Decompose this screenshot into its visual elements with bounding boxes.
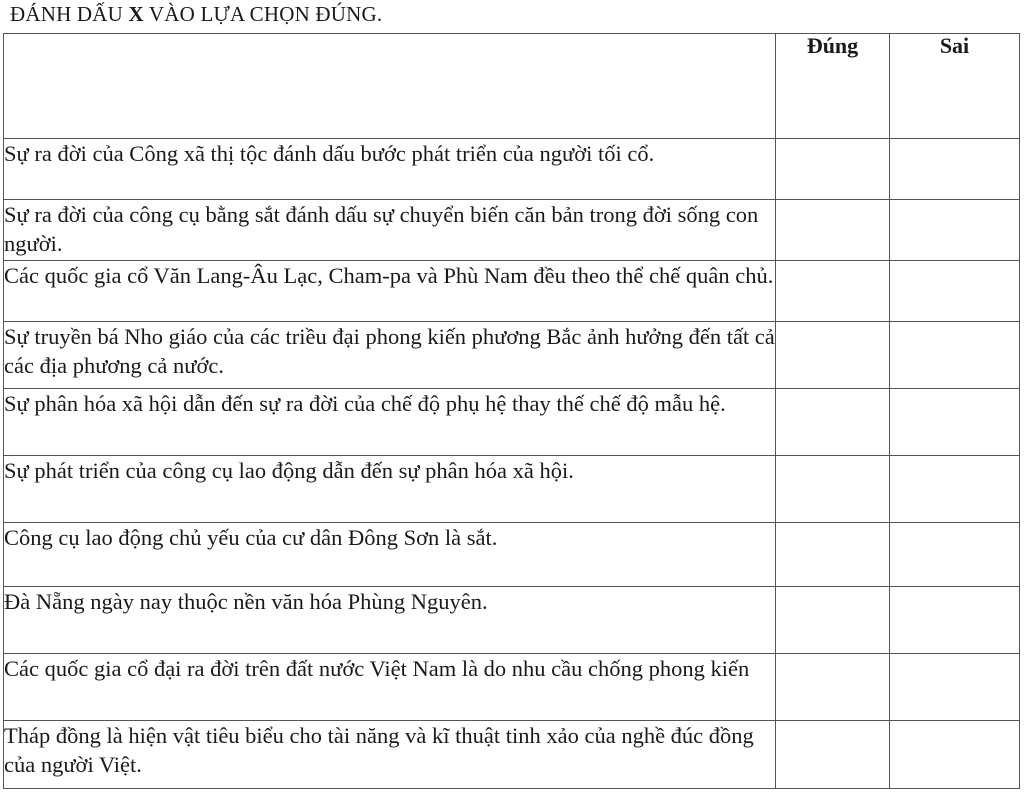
statement-text: Đà Nẵng ngày nay thuộc nền văn hóa Phùng Nguyên. (4, 587, 776, 654)
statement-text: Sự truyền bá Nho giáo của các triều đại phong kiến phương Bắc ảnh hưởng đến tất cả các địa phương cả nước. (4, 322, 776, 389)
false-answer-cell[interactable] (890, 721, 1020, 789)
false-answer-cell[interactable] (890, 389, 1020, 456)
true-answer-cell[interactable] (776, 456, 890, 523)
heading-suffix: VÀO LỰA CHỌN ĐÚNG. (143, 2, 383, 26)
table-row (4, 389, 1020, 456)
false-answer-cell[interactable] (890, 322, 1020, 389)
heading-prefix: ĐÁNH DẤU (10, 2, 129, 26)
false-answer-cell[interactable] (890, 139, 1020, 200)
statement-text: Sự phân hóa xã hội dẫn đến sự ra đời của chế độ phụ hệ thay thế chế độ mẫu hệ. (4, 389, 776, 456)
statement-text: Các quốc gia cổ đại ra đời trên đất nước Việt Nam là do nhu cầu chống phong kiến (4, 654, 776, 721)
true-answer-cell[interactable] (776, 322, 890, 389)
false-answer-cell[interactable] (890, 654, 1020, 721)
statement-text: Tháp đồng là hiện vật tiêu biểu cho tài năng và kĩ thuật tinh xảo của nghề đúc đồng của người Việt. (4, 721, 776, 789)
table-row (4, 721, 1020, 789)
statement-text: Các quốc gia cổ Văn Lang-Âu Lạc, Cham-pa và Phù Nam đều theo thể chế quân chủ. (4, 261, 776, 322)
table-row (4, 261, 1020, 322)
table-row (4, 200, 1020, 261)
table-row (4, 322, 1020, 389)
page-heading (10, 2, 382, 26)
table-row (4, 654, 1020, 721)
true-answer-cell[interactable] (776, 389, 890, 456)
true-answer-cell[interactable] (776, 721, 890, 789)
statement-text: Sự ra đời của Công xã thị tộc đánh dấu bước phát triển của người tối cổ. (4, 139, 776, 200)
heading-mark: X (128, 2, 144, 26)
table-header-row (4, 34, 1020, 139)
statement-text: Công cụ lao động chủ yếu của cư dân Đông Sơn là sắt. (4, 523, 776, 587)
statement-header-cell (4, 34, 776, 139)
table-row (4, 139, 1020, 200)
statement-text: Sự phát triển của công cụ lao động dẫn đến sự phân hóa xã hội. (4, 456, 776, 523)
false-answer-cell[interactable] (890, 523, 1020, 587)
false-answer-cell[interactable] (890, 456, 1020, 523)
true-answer-cell[interactable] (776, 654, 890, 721)
table-row (4, 523, 1020, 587)
true-false-table (3, 33, 1020, 789)
false-column-header: Sai (890, 34, 1020, 139)
true-column-header: Đúng (776, 34, 890, 139)
true-answer-cell[interactable] (776, 523, 890, 587)
false-answer-cell[interactable] (890, 200, 1020, 261)
table-row (4, 456, 1020, 523)
true-answer-cell[interactable] (776, 139, 890, 200)
true-answer-cell[interactable] (776, 261, 890, 322)
table-row (4, 587, 1020, 654)
false-answer-cell[interactable] (890, 261, 1020, 322)
true-answer-cell[interactable] (776, 200, 890, 261)
true-answer-cell[interactable] (776, 587, 890, 654)
statement-text: Sự ra đời của công cụ bằng sắt đánh dấu sự chuyển biến căn bản trong đời sống con người. (4, 200, 776, 261)
false-answer-cell[interactable] (890, 587, 1020, 654)
